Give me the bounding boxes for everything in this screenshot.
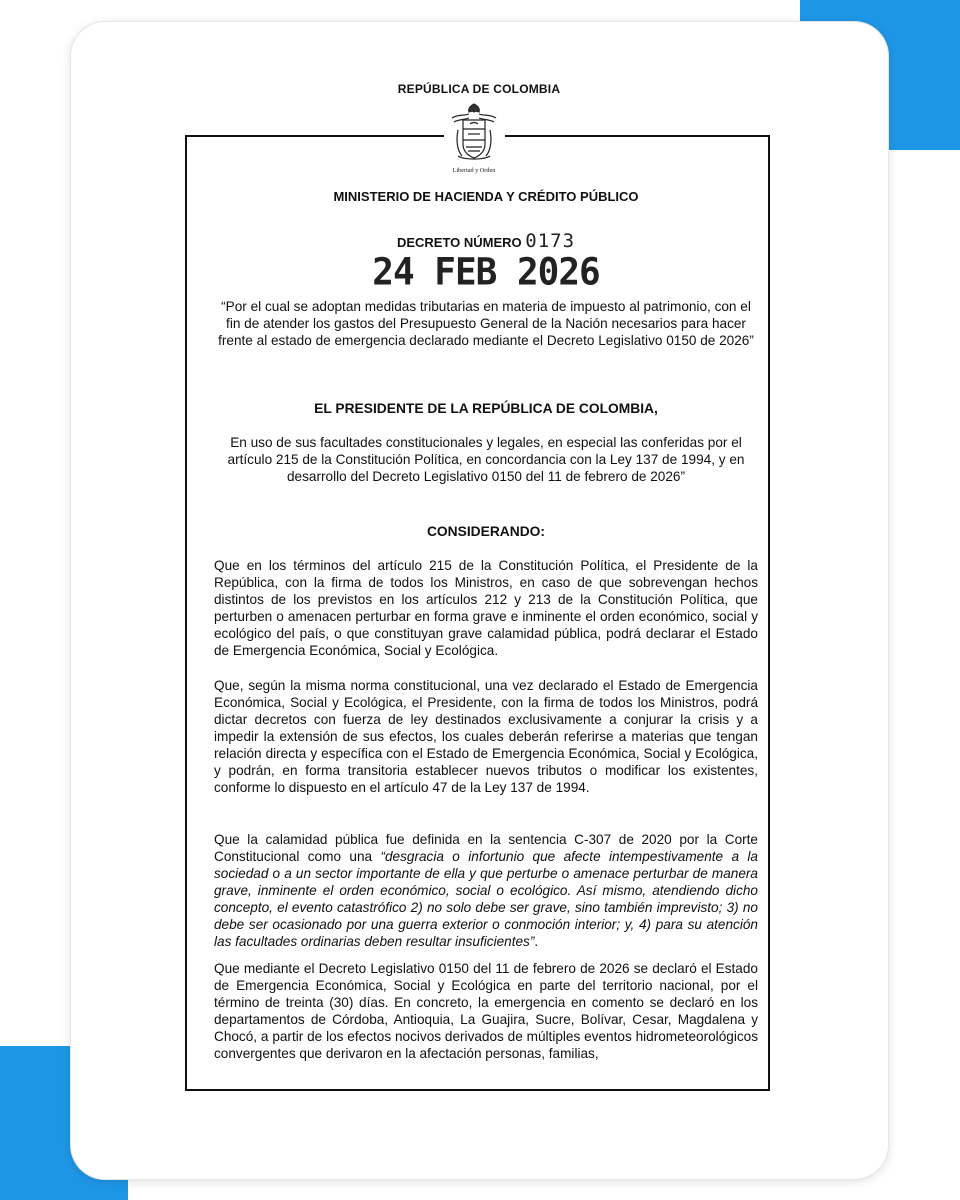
motto: Libertad y Orden	[452, 167, 496, 174]
paragraph-3	[214, 831, 758, 950]
decree-number-line	[214, 230, 758, 252]
paragraph-2: Que, según la misma norma constitucional, una vez declarado el Estado de Emergencia Económica, Social y Ecológica, el Presidente, con la firma de todos los Ministros, podrá dictar decretos con fuerza de ley destinados exclusivamente a conjurar la crisis y a impedir la extensión de sus efectos, los cuales deberán referirse a materias que tengan relación directa y específica con el Estado de Emergencia Económica, Social y Ecológica, y podrán, en forma transitoria establecer nuevos tributos o modificar los existentes, conforme lo dispuesto en el artículo 47 de la Ley 137 de 1994.	[214, 678, 758, 795]
paragraph-3-quote: “desgracia o infortunio que afecte intempestivamente a la sociedad o a un sector importante de ella y que perturbe o amenace perturbar de manera grave, inminente el orden económico, social o ecológico. Así mismo, atendiendo dicho concepto, el evento catastrófico 2) no solo debe ser grave, sino también imprevisto; 3) no debe ser ocasionado por una guerra exterior o conmoción interior; y, 4) para su atención las facultades ordinarias deben resultar insuficientes”	[214, 849, 758, 949]
decree-number: 0173	[525, 230, 576, 252]
decree-epigraph: “Por el cual se adoptan medidas tributarias en materia de impuesto al patrimonio, con el fin de atender los gastos del Presupuesto General de la Nación necesarios para hacer frente al estado de emergencia declarado mediante el Decreto Legislativo 0150 de 2026”	[218, 299, 754, 348]
paragraph-1: Que en los términos del artículo 215 de la Constitución Política, el Presidente de la República, con la firma de todos los Ministros, en caso de que sobrevengan hechos distintos de los previstos en los artículos 212 y 213 de la Constitución Política, que perturben o amenacen perturbar en forma grave e inminente el orden económico, social y ecológico del país, o que constituyan grave calamidad pública, podrá declarar el Estado de Emergencia Económica, Social y Ecológica.	[214, 558, 758, 658]
paragraph-3-end: .	[534, 934, 539, 949]
considerando-heading: CONSIDERANDO:	[426, 524, 546, 539]
constitutional-powers: En uso de sus facultades constitucionales y legales, en especial las conferidas por el artículo 215 de la Constitución Política, en concordancia con la Ley 137 de 1994, y en desarrollo del Decreto Legislativo 0150 del 11 de febrero de 2026”	[227, 435, 745, 484]
republic-heading: REPÚBLICA DE COLOMBIA	[397, 82, 561, 96]
coat-of-arms-icon	[448, 100, 500, 176]
decree-date-stamp: 24 FEB 2026	[372, 250, 600, 295]
paragraph-4: Que mediante el Decreto Legislativo 0150 del 11 de febrero de 2026 se declaró el Estado de Emergencia Económica, Social y Ecológica en parte del territorio nacional, por el término de treinta (30) días. En concreto, la emergencia en comento se declaró en los departamentos de Córdoba, Antioquia, La Guajira, Sucre, Bolívar, Cesar, Magdalena y Chocó, a partir de los efectos nocivos derivados de múltiples eventos hidrometeorológicos convergentes que derivaron en la afectación personas, familias,	[214, 961, 758, 1061]
paragraph-3-intro: Que la calamidad pública fue definida en la sentencia C-307 de 2020 por la Corte Constitucional como una	[214, 832, 758, 864]
president-heading: EL PRESIDENTE DE LA REPÚBLICA DE COLOMBIA,	[314, 401, 658, 416]
ministry-heading: MINISTERIO DE HACIENDA Y CRÉDITO PÚBLICO	[333, 189, 639, 204]
decree-label: DECRETO NÚMERO	[396, 235, 522, 250]
